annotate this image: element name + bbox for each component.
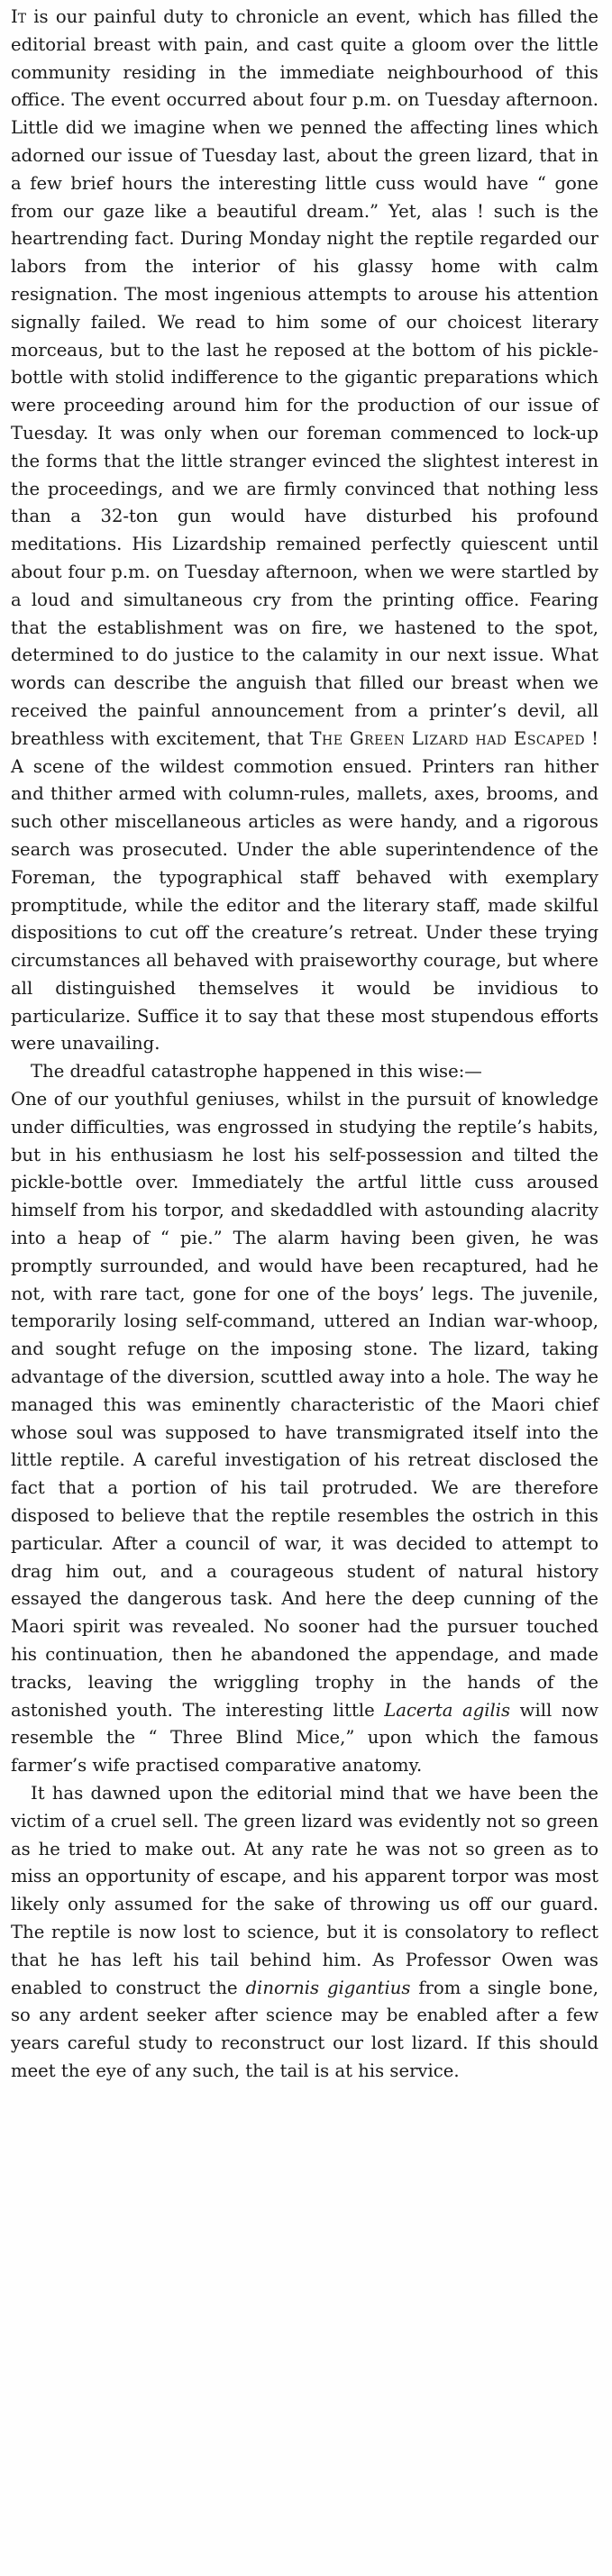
species-name: dinornis gigantius [245, 1977, 411, 1998]
species-name: Lacerta agilis [384, 1699, 511, 1721]
paragraph-text: will now resemble the “ Three Blind Mice,” upon which the famous farmer’s wife practised comparative anatomy. [11, 1699, 599, 1777]
paragraph-text: ! A scene of the wildest commotion ensued. Printers ran hither and thither armed with column-rules, mallets, axes, brooms, and such other miscellaneous articles as were handy, and a rigorous search was prosecuted. Under the able superintendence of the Foreman, the typographical staff behaved with exemplary promptitude, while the editor and the literary staff, made skilful dispositions to cut off the creature’s retreat. Under these trying circumstances all behaved with praiseworthy courage, but where all distinguished themselves it would be invidious to particularize. Suffice it to say that these most stupendous efforts were unavailing. [11, 727, 598, 1055]
paragraph-text: It has dawned upon the editorial mind that we have been the victim of a cruel sell. The green lizard was evidently not so green as he tried to make out. At any rate he was not so green as to miss an opportunity of escape, and his apparent torpor was most likely only assumed for the sake of throwing us off our guard. The reptile is now lost to science, but it is consolatory to reflect that he has left his tail behind him. As Professor Owen was enabled to construct the [11, 1783, 598, 1998]
paragraph-text: from a single bone, so any ardent seeker after science may be enabled after a few years careful study to reconstruct our lost lizard. If this should meet the eye of any such, the tail is at his service. [11, 1977, 599, 2081]
smallcaps-announcement: The Green Lizard had Escaped [309, 727, 586, 749]
paragraph-catastrophe [11, 1086, 598, 1780]
article-column [11, 4, 598, 2086]
lead-word: It [11, 6, 27, 27]
paragraph-lizard-escape [11, 4, 598, 1058]
paragraph-text: One of our youthful geniuses, whilst in the pursuit of knowledge under difficulties, was engrossed in studying the reptile’s habits, but in his enthusiasm he lost his self-possession and tilted the pickle-bottle over. Immediately the artful little cuss aroused himself from his torpor, and skedaddled with astounding alacrity into a heap of “ pie.” The alarm having been given, he was promptly surrounded, and would have been recaptured, had he not, with rare tact, gone for one of the boys’ legs. The juvenile, temporarily losing self-command, uttered an Indian war-whoop, and sought refuge on the imposing stone. The lizard, taking advantage of the diversion, scuttled away into a hole. The way he managed this was eminently characteristic of the Maori chief whose soul was supposed to have transmigrated itself into the little reptile. A careful investigation of his retreat disclosed the fact that a portion of his tail protruded. We are therefore disposed to believe that the reptile resembles the ostrich in this particular. After a council of war, it was decided to attempt to drag him out, and a courageous student of natural history essayed the dangerous task. And here the deep cunning of the Maori spirit was revealed. No sooner had the pursuer touched his continuation, then he abandoned the appendage, and made tracks, leaving the wriggling trophy in the hands of the astonished youth. The interesting little [11, 1089, 598, 1721]
paragraph-cruel-sell [11, 1780, 598, 2086]
paragraph-catastrophe-intro [11, 1058, 598, 1086]
paragraph-text: is our painful duty to chronicle an event, which has filled the editorial breast with pain, and cast quite a gloom over the little community residing in the immediate neighbourhood of this office. The event occurred about four p.m. on Tuesday afternoon. Little did we imagine when we penned the affecting lines which adorned our issue of Tuesday last, about the green lizard, that in a few brief hours the interesting little cuss would have “ gone from our gaze like a beautiful dream.” Yet, alas ! such is the heartrending fact. During Monday night the reptile regarded our labors from the interior of his glassy home with calm resignation. The most ingenious attempts to arouse his attention signally failed. We read to him some of our choicest literary morceaus, but to the last he reposed at the bottom of his pickle-bottle with stolid indifference to the gigantic preparations which were proceeding around him for the production of our issue of Tuesday. It was only when our foreman commenced to lock-up the forms that the little stranger evinced the slightest interest in the proceedings, and we are firmly convinced that nothing less than a 32-ton gun would have disturbed his profound meditations. His Lizardship remained perfectly quiescent until about four p.m. on Tuesday afternoon, when we were startled by a loud and simultaneous cry from the printing office. Fearing that the establishment was on fire, we hastened to the spot, determined to do justice to the calamity in our next issue. What words can describe the anguish that filled our breast when we received the painful announcement from a printer’s devil, all breathless with excitement, that [11, 6, 598, 749]
paragraph-text: The dreadful catastrophe happened in this wise:— [31, 1061, 482, 1082]
